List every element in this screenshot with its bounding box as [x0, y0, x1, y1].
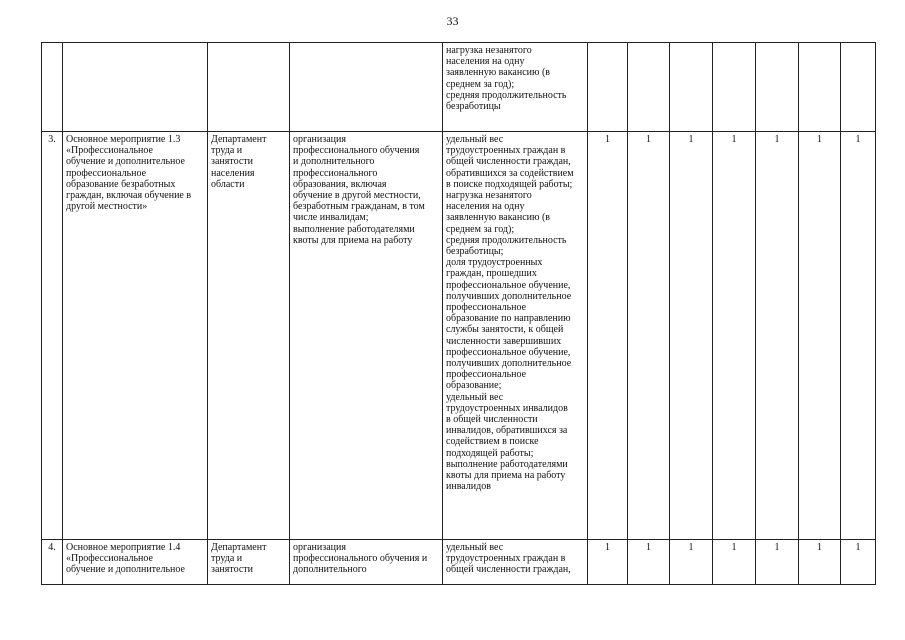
row-number-cell: 4. [42, 540, 63, 585]
executor-cell: Департамент труда и занятости [208, 540, 290, 585]
indicators-cell: удельный вес трудоустроенных граждан в общей численности граждан, обратившихся за содействием в поиске подходящей работы; нагрузка незанятого населения на одну заявленную вакансию (в среднем за год); средняя продолжительность безработицы; доля трудоустроенных граждан, прошедших профессиональное обучение, получивших дополнительное профессиональное образование по направлению службы занятости, к общей численности завершивших профессиональное обучение, получивших дополнительное профессиональное образование; удельный вес трудоустроенных инвалидов в общей численности инвалидов, обратившихся за содействием в поиске подходящей работы; выполнение работодателями квоты для приема на работу инвалидов [443, 132, 588, 540]
year-value-cell: 1 [588, 540, 628, 585]
indicators-cell: удельный вес трудоустроенных граждан в общей численности граждан, [443, 540, 588, 585]
year-value-cell: 1 [588, 132, 628, 540]
year-value-cell: 1 [841, 132, 876, 540]
year-value-cell [628, 43, 670, 132]
year-value-cell: 1 [799, 540, 841, 585]
content-cell: организация профессионального обучения и дополнительного профессионального образования, включая обучение в другой местности, безработным гражданам, в том числе инвалидам; выполнение работодателями квоты для приема на работу [290, 132, 443, 540]
year-value-cell: 1 [628, 132, 670, 540]
year-value-cell: 1 [713, 540, 756, 585]
year-value-cell: 1 [841, 540, 876, 585]
row-number-cell: 3. [42, 132, 63, 540]
executor-cell: Департамент труда и занятости населения области [208, 132, 290, 540]
year-value-cell: 1 [670, 132, 713, 540]
year-value-cell [756, 43, 799, 132]
table-row [42, 540, 876, 585]
indicators-cell: нагрузка незанятого населения на одну заявленную вакансию (в среднем за год); средняя продолжительность безработицы [443, 43, 588, 132]
table-row [42, 132, 876, 540]
content-cell: организация профессионального обучения и дополнительного [290, 540, 443, 585]
measures-table [41, 42, 876, 585]
year-value-cell [670, 43, 713, 132]
year-value-cell: 1 [756, 540, 799, 585]
content-cell [290, 43, 443, 132]
year-value-cell: 1 [628, 540, 670, 585]
year-value-cell: 1 [799, 132, 841, 540]
year-value-cell [713, 43, 756, 132]
year-value-cell: 1 [670, 540, 713, 585]
row-number-cell [42, 43, 63, 132]
executor-cell [208, 43, 290, 132]
year-value-cell: 1 [756, 132, 799, 540]
table-row [42, 43, 876, 132]
year-value-cell [588, 43, 628, 132]
page-number: 33 [446, 14, 459, 28]
measure-cell [63, 43, 208, 132]
measure-cell: Основное мероприятие 1.3 «Профессиональное обучение и дополнительное профессиональное образование безработных граждан, включая обучение в другой местности» [63, 132, 208, 540]
year-value-cell: 1 [713, 132, 756, 540]
measure-cell: Основное мероприятие 1.4 «Профессиональное обучение и дополнительное [63, 540, 208, 585]
year-value-cell [799, 43, 841, 132]
year-value-cell [841, 43, 876, 132]
